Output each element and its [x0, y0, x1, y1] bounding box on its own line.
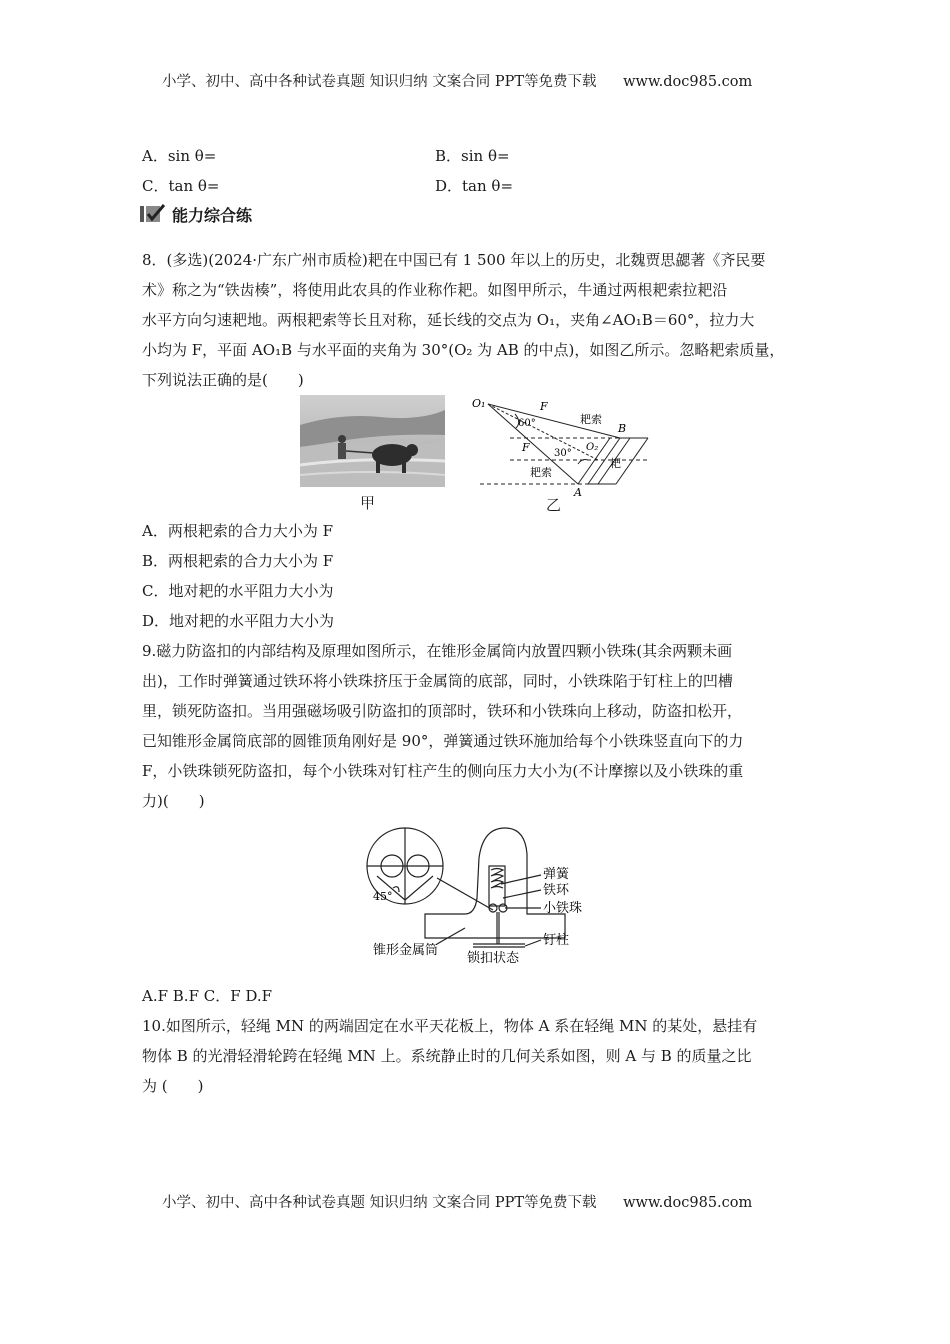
label-angle-30: 30°	[554, 448, 572, 459]
q10-line: 物体 B 的光滑轻滑轮跨在轻绳 MN 上。系统静止时的几何关系如图，则 A 与 B 的质量之比	[142, 1047, 752, 1065]
q7-option-a: A．sin θ=	[142, 147, 217, 165]
q9-line: F，小铁珠锁死防盗扣，每个小铁珠对钉柱产生的侧向压力大小为(不计摩擦以及小铁珠的重	[142, 762, 744, 780]
q9-line: 力)( )	[142, 792, 205, 810]
q9-line: 9.磁力防盗扣的内部结构及原理如图所示，在锥形金属筒内放置四颗小铁珠(其余两颗未画	[142, 642, 733, 660]
q10-line: 为 ( )	[142, 1077, 204, 1095]
q7-option-d: D．tan θ=	[435, 177, 514, 195]
q8-line: 下列说法正确的是( )	[142, 371, 304, 389]
footer-site: www.doc985.com	[623, 1195, 753, 1211]
label-rope-bottom: 耙索	[530, 466, 552, 479]
page-header	[162, 70, 752, 91]
label-cone: 锥形金属筒	[373, 943, 439, 958]
label-a: A	[574, 486, 582, 499]
q8-option-c: C．地对耙的水平阻力大小为	[142, 582, 334, 600]
label-state: 锁扣状态	[467, 951, 520, 966]
label-ring: 铁环	[543, 883, 570, 898]
section-heading	[140, 202, 252, 226]
fig-jia-caption: 甲	[360, 494, 376, 512]
diagram-magnetic-tag	[365, 818, 625, 970]
label-b: B	[618, 422, 627, 435]
label-f-bottom: F	[522, 441, 530, 454]
q8-stem	[142, 245, 784, 395]
label-angle-60: 60°	[518, 418, 536, 429]
label-rope-top: 耙索	[580, 413, 602, 426]
q10-line: 10.如图所示，轻绳 MN 的两端固定在水平天花板上，物体 A 系在轻绳 MN 的某处，悬挂有	[142, 1017, 758, 1035]
label-o1: O₁	[472, 397, 486, 410]
label-rake: 耙	[610, 457, 621, 470]
q8-options	[142, 516, 334, 636]
label-nail: 钉柱	[543, 933, 570, 948]
label-f-top: F	[540, 400, 548, 413]
q8-line: 术》称之为“铁齿楱”，将使用此农具的作业称作耙。如图甲所示，牛通过两根耙索拉耙沿	[142, 281, 728, 299]
label-ball: 小铁珠	[543, 901, 583, 916]
q8-line: 小均为 F，平面 AO₁B 与水平面的夹角为 30°(O₂ 为 AB 的中点)，如图乙所示。忽略耙索质量，	[142, 341, 785, 359]
q8-option-a: A．两根耙索的合力大小为 F	[142, 522, 334, 540]
q8-line: 水平方向匀速耙地。两根耙索等长且对称，延长线的交点为 O₁，夹角∠AO₁B＝60°，拉力大	[142, 311, 755, 329]
label-o2: O₂	[586, 442, 599, 453]
q9-line: 已知锥形金属筒底部的圆锥顶角刚好是 90°，弹簧通过铁环施加给每个小铁珠竖直向下的力	[142, 732, 744, 750]
q8-option-d: D．地对耙的水平阻力大小为	[142, 612, 335, 630]
label-spring: 弹簧	[543, 867, 570, 882]
label-45deg: 45°	[373, 890, 393, 903]
q7-option-b: B．sin θ=	[435, 147, 510, 165]
q9-line: 出)，工作时弹簧通过铁环将小铁珠挤压于金属筒的底部，同时，小铁珠陷于钉柱上的凹槽	[142, 672, 733, 690]
diagram-rake-ropes	[470, 392, 660, 507]
q9-line: 里，锁死防盗扣。当用强磁场吸引防盗扣的顶部时，铁环和小铁珠向上移动，防盗扣松开，	[142, 702, 743, 720]
header-site: www.doc985.com	[623, 74, 753, 90]
checkmark-icon	[140, 204, 166, 224]
q8-option-b: B．两根耙索的合力大小为 F	[142, 552, 334, 570]
header-text: 小学、初中、高中各种试卷真题 知识归纳 文案合同 PPT等免费下载	[162, 74, 597, 90]
q7-option-c: C．tan θ=	[142, 177, 220, 195]
q9-stem	[142, 636, 743, 816]
footer-text: 小学、初中、高中各种试卷真题 知识归纳 文案合同 PPT等免费下载	[162, 1195, 597, 1211]
page-footer	[162, 1191, 752, 1212]
photo-plowing	[300, 395, 445, 487]
q9-options: A.F B.F C．F D.F	[142, 987, 273, 1005]
q10-stem	[142, 1011, 757, 1101]
fig-yi-caption: 乙	[546, 496, 562, 514]
q8-line: 8．(多选)(2024·广东广州市质检)耙在中国已有 1 500 年以上的历史，北魏贾思勰著《齐民要	[142, 251, 766, 269]
section-title: 能力综合练	[172, 205, 253, 225]
